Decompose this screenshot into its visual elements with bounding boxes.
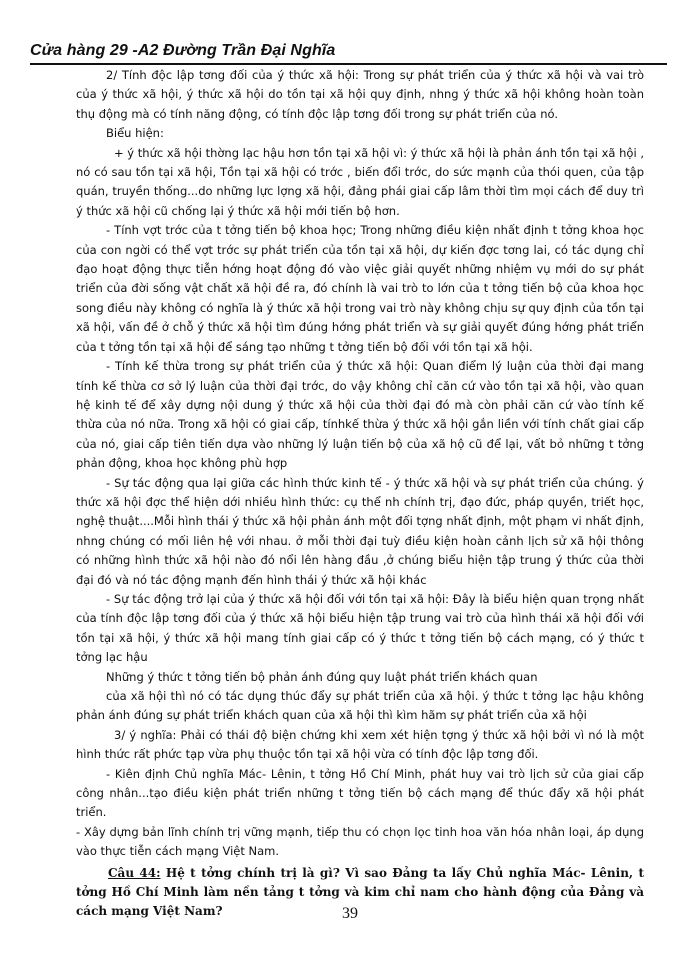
question-number: Câu 44: — [108, 865, 161, 880]
page-header — [30, 42, 670, 60]
paragraph-progressive-cont: của xã hội thì nó có tác dụng thúc đẩy sự phát triển của xã hội. ý thức t tởng lạc hậu không phản ánh đúng sự phát triển khách quan của xã hội thì kìm hãm sự phát triển của xã hội — [76, 689, 644, 723]
paragraph-inheritance: - Tính kế thừa trong sự phát triển của ý thức xã hội: Quan điểm lý luận của thời đại mang tính kế thừa cơ sở lý luận của thời đại trớc, do vậy không chỉ căn cứ vào tồn tại xã hội, vào quan hệ kinh tế để xây dựng nội dung ý thức xã hội của thời đại đó mà còn phải căn cứ vào tính kế thừa của nó nữa. Trong xã hội có giai cấp, tínhkế thừa ý thức xã hội gắn liền với tính chất giai cấp của nó, giai cấp tiên tiến dựa vào những lý luận tiến bộ của xã hộ cũ để lại, vất bỏ những t tởng phản động, khoa học không phù hợp — [76, 359, 644, 471]
header-title: Cửa hàng 29 -A2 Đường Trần Đại Nghĩa — [30, 42, 336, 59]
paragraph-progressive: Những ý thức t tởng tiến bộ phản ánh đúng quy luật phát triển khách quan — [106, 669, 538, 684]
paragraph-steadfast: - Kiên định Chủ nghĩa Mác- Lênin, t tởng Hồ Chí Minh, phát huy vai trò lịch sử của giai cấp công nhân...tạo điều kiện phát triển những t tởng tiến bộ cách mạng để thúc đẩy xã hội phát triển. — [76, 766, 644, 820]
paragraph-interaction: - Sự tác động qua lại giữa các hình thức kinh tế - ý thức xã hội và sự phát triển của chúng. ý thức xã hội đợc thể hiện dới nhiều hình thức: cụ thể nh chính trị, đạo đức, pháp quyền, triết học, nghệ thuật....Mỗi hình thái ý thức xã hội phản ánh một đối tợng nhất định, một phạm vi nhất định, nhng chúng có mối liên hệ với nhau. ở mỗi thời đại tuỳ điều kiện hoàn cảnh lịch sử xã hội thông có những hình thức xã hội nào đó nổi lên hàng đầu ,ở chúng biểu hiện tập trung ý thức của thời đại đó và nó tác động mạnh đến hình thái ý thức xã hội khác — [76, 475, 644, 587]
paragraph-meaning: 3/ ý nghĩa: Phải có thái độ biện chứng khi xem xét hiện tợng ý thức xã hội bởi vì nó là một hình thức rất phức tạp vừa phụ thuộc tồn tại xã hội vừa có tính độc lập tơng đối. — [76, 727, 644, 762]
page-number: 39 — [342, 905, 358, 922]
header-rule — [30, 63, 667, 65]
paragraph-feedback: - Sự tác động trở lại của ý thức xã hội đối với tồn tại xã hội: Đây là biểu hiện quan trọng nhất của tính độc lập tơng đối của ý thức xã hội biểu hiện tập trung vai trò của hình thái xã hội đối với tồn tại xã hội, ý thức xã hội mang tính giai cấp có ý thức t tởng tiến bộ cách mạng, có ý thức t tởng lạc hậu — [76, 591, 644, 665]
question-text: Hệ t tởng chính trị là gì? Vì sao Đảng ta lấy Chủ nghĩa Mác- Lênin, t tởng Hồ Chí Minh làm nền tảng t tởng và kim chỉ nam cho hành động của Đảng và cách mạng Việt Nam? — [76, 865, 644, 919]
paragraph-manifestation-heading: Biểu hiện: — [106, 126, 164, 141]
paragraph-build: - Xây dựng bản lĩnh chính trị vững mạnh, tiếp thu có chọn lọc tinh hoa văn hóa nhân loại, áp dụng vào thực tiễn cách mạng Việt Nam. — [76, 824, 644, 859]
paragraph-lagging: + ý thức xã hội thờng lạc hậu hơn tồn tại xã hội vì: ý thức xã hội là phản ánh tồn tại xã hội , nó có sau tồn tại xã hội, Tồn tại xã hội có trớc , biến đổi trớc, do sức mạnh của thói quen, của tập quán, truyền thống...do những lực lợng xã hội, đảng phái giai cấp lâm thời tìm mọi cách để duy trì ý thức xã hội cũ chống lại ý thức xã hội mới tiến bộ hơn. — [76, 145, 644, 218]
paragraph-advance: - Tính vợt trớc của t tởng tiến bộ khoa học; Trong những điều kiện nhất định t tởng khoa học của con ngời có thể vợt trớc sự phát triển của tồn tại xã hội, dự kiến đợc tơng lai, có tác dụng chỉ đạo hoạt động thực tiễn hớng hoạt động đó vào việc giải quyết những nhiệm vụ mới do sự phát triển của đời sống vật chất xã hội đề ra, đó chính là vai trò to lớn của t tởng tiến bộ của khoa học song điều này không có nghĩa là ý thức xã hội trong vai trò này không chịu sự quy định của tồn tại xã hội, vấn đề ở chỗ ý thức xã hội tìm đúng hớng phát triển và sự giải quyết đúng hớng phát triển của t tởng tồn tại xã hội để sáng tạo những t tởng tiến bộ đối với tồn tại xã hội. — [76, 223, 644, 354]
page-content — [76, 66, 644, 922]
paragraph-independence: 2/ Tính độc lập tơng đối của ý thức xã hội: Trong sự phát triển của ý thức xã hội và vai trò của ý thức xã hội, ý thức xã hội do tồn tại xã hội quy định, nhng ý thức xã hội không hoàn toàn thụ động mà có tính năng động, có tính độc lập tơng đối trong sự phát triển của nó. — [76, 68, 644, 121]
